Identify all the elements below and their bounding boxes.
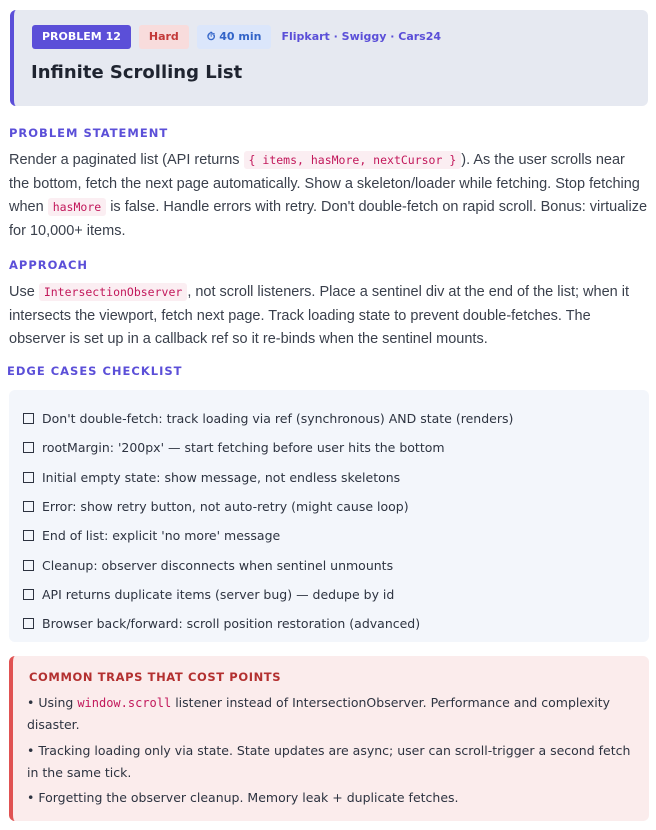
problem-text-2: ). As the user scrolls near the bottom, fetch the next page automatically. Show a skeleton/loader while fetching. Stop fetching when (9, 152, 640, 215)
checklist-item-label: Don't double-fetch: track loading via ref (synchronous) AND state (renders) (42, 411, 514, 427)
trap-text: listener instead of IntersectionObserver. Performance and complexity disaster. (27, 695, 610, 732)
companies-label: Flipkart · Swiggy · Cars24 (281, 30, 442, 43)
problem-header-card (10, 10, 648, 106)
approach-text (9, 281, 649, 352)
checklist-item[interactable] (9, 550, 649, 579)
trap-item (27, 787, 637, 809)
checkbox-icon[interactable] (23, 442, 34, 453)
problem-statement-heading: PROBLEM STATEMENT (9, 126, 169, 140)
checklist-item-label: API returns duplicate items (server bug) — dedupe by id (42, 586, 395, 602)
inline-code-window-scroll: window.scroll (77, 696, 172, 710)
common-traps-callout (9, 656, 649, 821)
checkbox-icon[interactable] (23, 501, 34, 512)
checkbox-icon[interactable] (23, 413, 34, 424)
badge-row (32, 25, 459, 49)
difficulty-badge: Hard (139, 25, 189, 49)
checklist-item-label: Initial empty state: show message, not endless skeletons (42, 469, 401, 485)
checkbox-icon[interactable] (23, 618, 34, 629)
approach-text-2: , not scroll listeners. Place a sentinel div at the end of the list; when it intersects the viewport, fetch next page. Track loading state to prevent double-fetches. The observer is set up in a callback ref so it re-binds when the sentinel mounts. (9, 284, 629, 347)
checkbox-icon[interactable] (23, 560, 34, 571)
time-label: 40 min (219, 30, 262, 43)
checkbox-icon[interactable] (23, 530, 34, 541)
checklist-item[interactable] (9, 521, 649, 550)
checklist-item[interactable] (9, 492, 649, 521)
trap-text: • Tracking loading only via state. State updates are async; user can scroll-trigger a second fetch in the same tick. (27, 743, 631, 780)
trap-prefix: • Using (27, 695, 78, 710)
checkbox-icon[interactable] (23, 472, 34, 483)
trap-text: • Forgetting the observer cleanup. Memory leak + duplicate fetches. (27, 790, 459, 805)
edge-cases-heading: EDGE CASES CHECKLIST (7, 364, 183, 378)
checklist-item[interactable] (9, 433, 649, 462)
problem-statement-text (9, 149, 649, 243)
checkbox-icon[interactable] (23, 589, 34, 600)
checklist-item-label: End of list: explicit 'no more' message (42, 528, 281, 544)
inline-code-hasmore: hasMore (48, 198, 106, 216)
approach-heading: APPROACH (9, 258, 89, 272)
approach-text-1: Use (9, 284, 39, 300)
problem-number-badge: PROBLEM 12 (32, 25, 131, 49)
checklist-item[interactable] (9, 463, 649, 492)
trap-item (27, 740, 637, 784)
stopwatch-icon: ⏱ (206, 30, 216, 43)
checklist-item-label: Cleanup: observer disconnects when sentinel unmounts (42, 557, 394, 573)
page-title: Infinite Scrolling List (31, 62, 243, 83)
trap-item (27, 692, 637, 736)
edge-cases-checklist (9, 390, 649, 642)
checklist-item[interactable] (9, 580, 649, 609)
checklist-item[interactable] (9, 609, 649, 638)
common-traps-heading: COMMON TRAPS THAT COST POINTS (29, 670, 282, 684)
checklist-item-label: Browser back/forward: scroll position restoration (advanced) (42, 616, 421, 632)
problem-text-3: is false. Handle errors with retry. Don't double-fetch on rapid scroll. Bonus: virtualize for 10,000+ items. (9, 199, 648, 239)
checklist-item-label: Error: show retry button, not auto-retry (might cause loop) (42, 499, 409, 515)
time-badge (197, 25, 272, 49)
checklist-item-label: rootMargin: '200px' — start fetching before user hits the bottom (42, 440, 445, 456)
checklist-item[interactable] (9, 404, 649, 433)
problem-text-1: Render a paginated list (API returns (9, 152, 244, 168)
inline-code-response-shape: { items, hasMore, nextCursor } (244, 151, 462, 169)
inline-code-intersection-observer: IntersectionObserver (39, 283, 187, 301)
